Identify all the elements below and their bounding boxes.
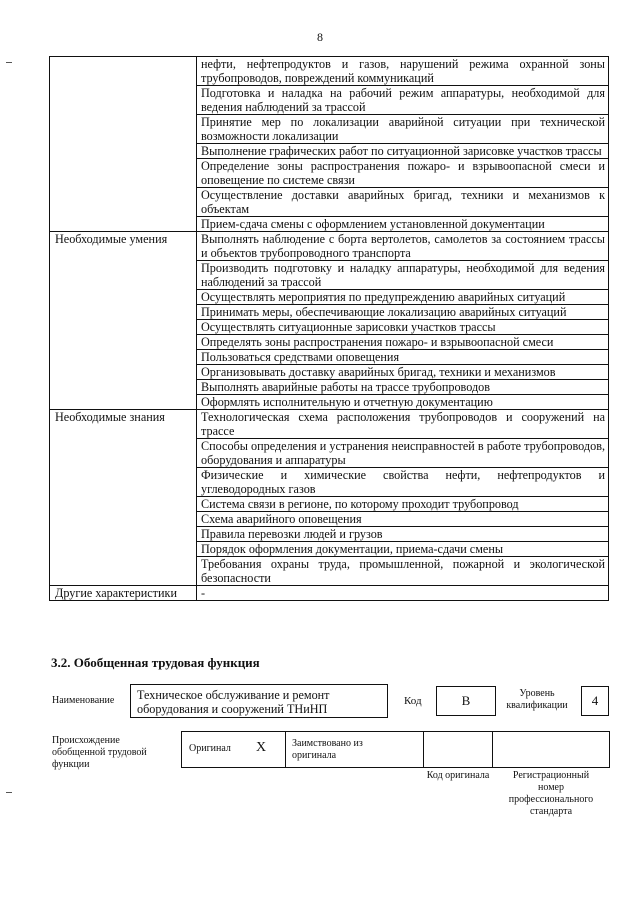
level-value-box [581, 686, 609, 716]
name-value: Техническое обслуживание и ремонт оборудования и сооружений ТНиНП [137, 688, 330, 716]
table-item: Осуществлять мероприятия по предупреждению аварийных ситуаций [197, 290, 609, 305]
borrowed-cell [285, 731, 424, 768]
table-item: Правила перевозки людей и грузов [197, 527, 609, 542]
level-label: Уровень квалификации [506, 688, 568, 711]
table-item: Физические и химические свойства нефти, нефтепродуктов и углеводородных газов [197, 468, 609, 497]
original-mark: X [256, 740, 267, 755]
origin-label: Происхождение обобщенной трудовой функции [52, 735, 147, 770]
table-row [50, 410, 609, 439]
table-item: Система связи в регионе, по которому проходит трубопровод [197, 497, 609, 512]
table-item: Организовывать доставку аварийных бригад, техники и механизмов [197, 365, 609, 380]
section-label: Необходимые умения [50, 232, 197, 410]
table-item: Принятие мер по локализации аварийной ситуации при технической возможности локализации [197, 115, 609, 144]
table-item: Определять зоны распространения пожаро- и взрывоопасной смеси [197, 335, 609, 350]
section-heading: 3.2. Обобщенная трудовая функция [51, 655, 260, 670]
code-value: В [461, 693, 471, 708]
name-label: Наименование [52, 695, 115, 706]
scan-edge-mark [6, 792, 12, 793]
page-number: 8 [317, 30, 323, 44]
table-item: - [197, 586, 609, 601]
table-item: Подготовка и наладка на рабочий режим аппаратуры, необходимой для ведения наблюдений за трассой [197, 86, 609, 115]
level-value: 4 [591, 693, 599, 708]
original-label: Оригинал [189, 743, 231, 754]
table-item: Определение зоны распространения пожаро- и взрывоопасной смеси и оповещение по системе связи [197, 159, 609, 188]
table-row [50, 57, 609, 86]
table-item: Прием-сдача смены с оформлением установленной документации [197, 217, 609, 232]
table-item: Пользоваться средствами оповещения [197, 350, 609, 365]
original-code-cell [423, 731, 493, 768]
table-item: Оформлять исполнительную и отчетную документацию [197, 395, 609, 410]
table-item: Производить подготовку и наладку аппаратуры, необходимой для ведения наблюдений за трассой [197, 261, 609, 290]
original-code-label: Код оригинала [426, 770, 490, 781]
table-item: Осуществлять ситуационные зарисовки участков трассы [197, 320, 609, 335]
table-item: Схема аварийного оповещения [197, 512, 609, 527]
original-cell [181, 731, 286, 768]
table-row [50, 586, 609, 601]
code-value-box [436, 686, 496, 716]
competency-table [49, 56, 609, 601]
table-item: Принимать меры, обеспечивающие локализацию аварийных ситуаций [197, 305, 609, 320]
table-item: Порядок оформления документации, приема-сдачи смены [197, 542, 609, 557]
table-item: Выполнение графических работ по ситуационной зарисовке участков трассы [197, 144, 609, 159]
scan-edge-mark [6, 62, 12, 63]
table-item: Способы определения и устранения неисправностей в работе трубопроводов, оборудования и аппаратуры [197, 439, 609, 468]
table-item: Технологическая схема расположения трубопроводов и сооружений на трассе [197, 410, 609, 439]
table-item: нефти, нефтепродуктов и газов, нарушений режима охранной зоны трубопроводов, повреждений коммуникаций [197, 57, 609, 86]
section-label: Необходимые знания [50, 410, 197, 586]
reg-number-label: Регистрационный номер профессионального стандарта [508, 770, 594, 817]
section-label: Другие характеристики [50, 586, 197, 601]
code-label: Код [404, 695, 422, 707]
name-value-box [130, 684, 388, 718]
table-row [50, 232, 609, 261]
section-label [50, 57, 197, 232]
table-item: Выполнять аварийные работы на трассе трубопроводов [197, 380, 609, 395]
borrowed-label: Заимствовано из оригинала [292, 738, 363, 761]
table-item: Осуществление доставки аварийных бригад, техники и механизмов к объектам [197, 188, 609, 217]
table-item: Требования охраны труда, промышленной, пожарной и экологической безопасности [197, 557, 609, 586]
table-item: Выполнять наблюдение с борта вертолетов, самолетов за состоянием трассы и объектов трубопроводного транспорта [197, 232, 609, 261]
